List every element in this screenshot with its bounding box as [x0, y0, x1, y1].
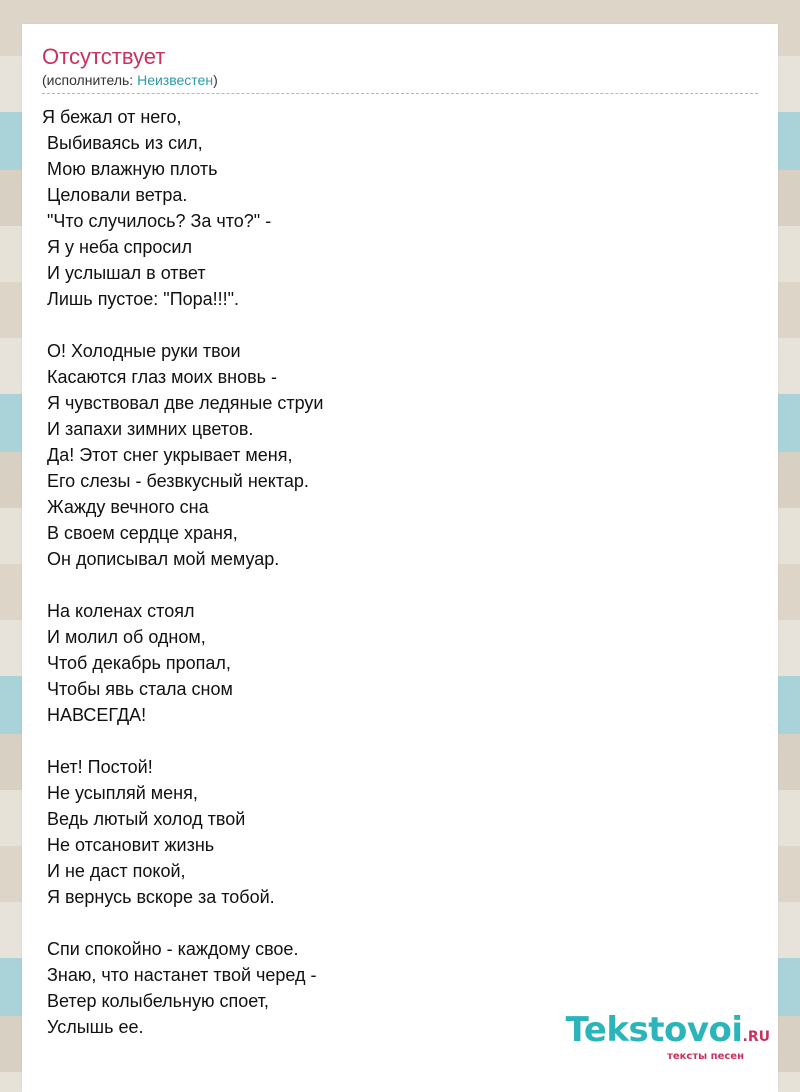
- lyric-line: [42, 312, 758, 338]
- lyric-line: Не отсановит жизнь: [42, 835, 215, 855]
- artist-link[interactable]: Неизвестен: [137, 72, 214, 88]
- lyric-line: Ведь лютый холод твой: [42, 809, 246, 829]
- song-title: Отсутствует: [42, 44, 166, 69]
- lyric-line: Знаю, что настанет твой черед -: [42, 965, 317, 985]
- logo-name: Tekstovoi: [565, 1010, 743, 1050]
- lyric-line: Я вернусь вскоре за тобой.: [42, 887, 275, 907]
- lyric-line: Мою влажную плоть: [42, 159, 218, 179]
- lyric-line: "Что случилось? За что?" -: [42, 211, 272, 231]
- lyrics-sheet: [22, 24, 778, 1092]
- lyric-line: Жажду вечного сна: [42, 497, 209, 517]
- lyric-line: Нет! Постой!: [42, 757, 153, 777]
- lyrics-body: [42, 104, 758, 1040]
- lyric-line: Ветер колыбельную споет,: [42, 991, 269, 1011]
- lyric-line: Его слезы - безвкусный нектар.: [42, 471, 309, 491]
- lyric-line: Не усыпляй меня,: [42, 783, 198, 803]
- logo-wordmark: [566, 1012, 770, 1055]
- lyric-line: Да! Этот снег укрывает меня,: [42, 445, 293, 465]
- lyric-line: Выбиваясь из сил,: [42, 133, 203, 153]
- lyric-line: И не даст покой,: [42, 861, 186, 881]
- site-logo[interactable]: [566, 1012, 770, 1062]
- lyric-line: Я чувствовал две ледяные струи: [42, 393, 324, 413]
- lyric-line: [42, 572, 758, 598]
- lyric-line: И молил об одном,: [42, 627, 206, 647]
- lyric-line: Он дописывал мой мемуар.: [42, 549, 280, 569]
- lyric-line: [42, 910, 758, 936]
- artist-suffix: ): [213, 72, 218, 88]
- lyric-line: В своем сердце храня,: [42, 523, 238, 543]
- lyric-line: И услышал в ответ: [42, 263, 206, 283]
- logo-tagline: тексты песен: [667, 1051, 744, 1062]
- lyric-line: Касаются глаз моих вновь -: [42, 367, 278, 387]
- lyric-line: На коленах стоял: [42, 601, 195, 621]
- lyric-line: О! Холодные руки твои: [42, 341, 241, 361]
- lyric-line: Спи спокойно - каждому свое.: [42, 939, 299, 959]
- song-artist-line: [42, 70, 758, 94]
- song-header: [42, 44, 758, 94]
- lyric-line: Чтобы явь стала сном: [42, 679, 233, 699]
- lyric-line: [42, 728, 758, 754]
- lyric-line: Я бежал от него,: [42, 107, 182, 127]
- lyric-line: И запахи зимних цветов.: [42, 419, 254, 439]
- lyric-line: Чтоб декабрь пропал,: [42, 653, 231, 673]
- artist-prefix: (исполнитель:: [42, 72, 138, 88]
- lyric-line: Лишь пустое: "Пора!!!".: [42, 289, 240, 309]
- lyric-line: НАВСЕГДА!: [42, 705, 147, 725]
- lyric-line: Целовали ветра.: [42, 185, 188, 205]
- lyric-line: Я у неба спросил: [42, 237, 192, 257]
- lyric-line: Услышь ее.: [42, 1017, 144, 1037]
- logo-tld: .RU: [742, 1029, 770, 1045]
